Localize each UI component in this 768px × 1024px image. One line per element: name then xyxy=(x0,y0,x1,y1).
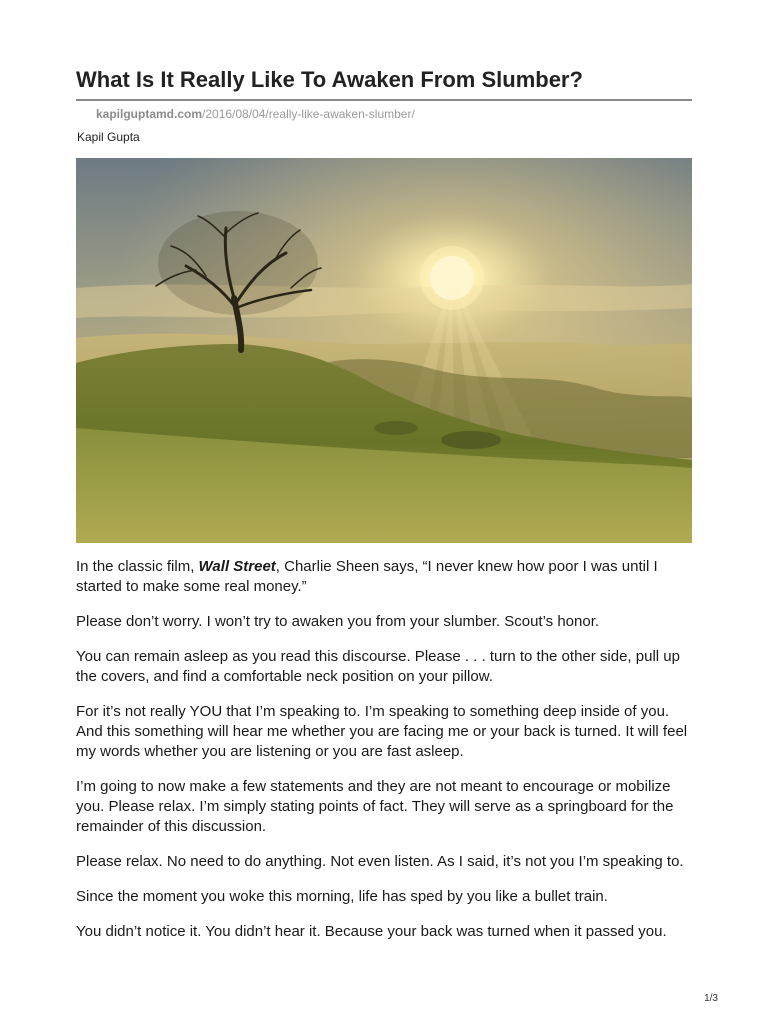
film-title: Wall Street xyxy=(198,558,276,575)
paragraph-1-lead: In the classic film, xyxy=(76,558,199,575)
paragraph-2: Please don’t worry. I won’t try to awaken you from your slumber. Scout’s honor. xyxy=(76,613,600,630)
source-path: /2016/08/04/really-like-awaken-slumber/ xyxy=(202,107,415,121)
paragraph-6: Please relax. No need to do anything. Not even listen. As I said, it’s not you I’m speaking to. xyxy=(76,853,684,870)
paragraph-8: You didn’t notice it. You didn’t hear it. Because your back was turned when it passed you. xyxy=(76,923,667,940)
source-url-link[interactable] xyxy=(96,106,415,122)
source-domain: kapilguptamd.com xyxy=(96,107,203,121)
author-name: Kapil Gupta xyxy=(77,130,140,144)
paragraph-3: You can remain asleep as you read this discourse. Please . . . turn to the other side, pull up the covers, and find a comfortable neck position on your pillow. xyxy=(76,648,680,685)
paragraph-1-tail: , Charlie Sheen says, “I never knew how poor I was until I started to make some real money.” xyxy=(76,558,658,595)
page-number: 1/3 xyxy=(704,993,718,1004)
paragraph-1 xyxy=(76,557,696,597)
page-title: What Is It Really Like To Awaken From Slumber? xyxy=(76,67,583,92)
paragraph-7: Since the moment you woke this morning, life has sped by you like a bullet train. xyxy=(76,888,608,905)
paragraph-4: For it’s not really YOU that I’m speaking to. I’m speaking to something deep inside of you. And this something will hear me whether you are facing me or your back is turned. It will feel my words whether you are listening or you are fast asleep. xyxy=(76,703,688,760)
article-body xyxy=(76,557,696,957)
title-divider xyxy=(76,99,692,101)
tree-crown xyxy=(158,211,318,315)
hero-image-sunrise-tree xyxy=(76,158,692,543)
paragraph-5: I’m going to now make a few statements and they are not meant to encourage or mobilize you. Please relax. I’m simply stating points of fact. They will serve as a springboard for the remainder of this discussion. xyxy=(76,778,674,835)
